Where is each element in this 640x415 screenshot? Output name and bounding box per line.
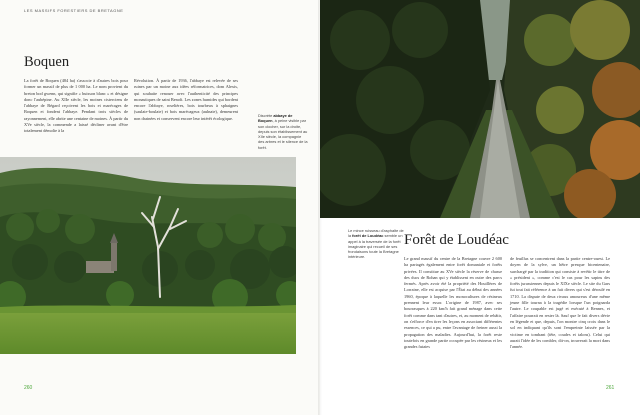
forest-road-illustration bbox=[320, 0, 640, 218]
boquen-caption: Discrète abbaye de Boquen, à peine visible par son clocher, sur la droite, depuis son établissement au XIIe siècle, la compagnie des arbres et le silence de la forêt. bbox=[258, 113, 308, 150]
boquen-abbey-photo bbox=[0, 157, 296, 354]
boquen-column-1 bbox=[24, 78, 128, 135]
loudeac-column-1 bbox=[404, 256, 502, 350]
loudeac-title: Forêt de Loudéac bbox=[404, 232, 509, 248]
page-number-right: 261 bbox=[606, 385, 615, 391]
boquen-column-2 bbox=[134, 78, 238, 122]
boquen-text-1: La forêt de Boquen (484 ha) s'associe à d'autres bois pour former un massif de plus de 1 000 ha. Le nom provient du breton bod gwenn, qui signifie « buisson blanc » et désigne donc l'aubépine. Au XIIe siècle, les moines cisterciens de l'abbaye de Bégard reçoivent les bois et marécages de Boquen et fondent l'abbaye. Pendant trois siècles de rayonnement, elle abrite une centaine de moines. À partir du XVe siècle, la commende a laissé décliner avant d'être totalement démolie à la bbox=[24, 78, 128, 134]
loudeac-text-1: Le grand massif du centre de la Bretagne couvre 2 600 ha partagés également entre forêt domaniale et forêts privées. Il constitue au XVe siècle la réserve de chasse des ducs de Rohan qui y établissent en outre des parcs fermés. Après avoir été la propriété des Houillères de Lorraine, elle est acquise par l'État au début des années 1960, époque à laquelle les monocultures de résineux prennent leur essor. L'origine de 1987, avec ses bourrasques à 220 km/h fait grand ménage dans cette forêt comme dans tant d'autres, et, au moment de rebâtir, on s'efforce d'en tirer les leçons en associant différentes essences, ce qui a pu, entre l'avantage de freiner aussi la propagation des maladies. Aujourd'hui, la forêt reste toutefois en grande partie occupée par les résineux et les grandes futaies bbox=[404, 256, 502, 350]
boquen-text-2: Révolution. À partir de 1936, l'abbaye est relevée de ses ruines par un moine aux idées réformatrices, dom Alexis, qui souhaite renouer avec l'authenticité des principes monastiques de saint Benoît. Les zones humides qui bordent encore l'abbaye, roselières, bois tourbeux à sphaignes (saulaie-boulaie) et bois marécageux (aulnaie), demeurent non drainées et conservent encore leur intérêt écologique. bbox=[134, 78, 238, 121]
loudeac-text-2: de feuillus se concentrent dans la partie centre-ouest. Le doyen de la sylve, un hêtre presque bicentenaire, surchargé par la tradition qui consiste à revêtir le titre de « président », comme c'est le cas pour les sapins des forêts jurassiennes depuis le XIXe siècle. Le site du Gars fut tout fait référence à un fait divers qui s'est déroulé en 1710. La dispute de deux rivaux amoureux d'une même jeune fille tourna à la tragédie lorsque l'un poignarda l'autre. Le coupable est jugé et exécuté à Rennes, et l'affaire pourrait en rester là. Sauf que le fait divers dévie en légende et que, depuis, l'on montre cinq croix dans le sol en indiquant qu'ils sont l'empreinte laissée par la victime en tombant (tête, coudes et talons). Celui qui aurait l'idée de les combler, dit-on, trouverait la mort dans l'année. bbox=[510, 256, 610, 350]
book-gutter bbox=[318, 0, 322, 415]
running-head: LES MASSIFS FORESTIERS DE BRETAGNE bbox=[24, 8, 124, 13]
boquen-abbey-illustration bbox=[0, 157, 296, 354]
page-number-left: 260 bbox=[24, 385, 33, 391]
loudeac-caption: Le mince ruisseau d'asphalte de la forêt de Loudéac semble un appel à la traversée de la forêt imaginaire qui recueil de ses frondaisons toute la Bretagne intérieure. bbox=[348, 228, 404, 260]
loudeac-road-photo bbox=[320, 0, 640, 218]
boquen-title: Boquen bbox=[24, 54, 70, 70]
loudeac-column-2 bbox=[510, 256, 610, 350]
right-page bbox=[320, 0, 640, 415]
